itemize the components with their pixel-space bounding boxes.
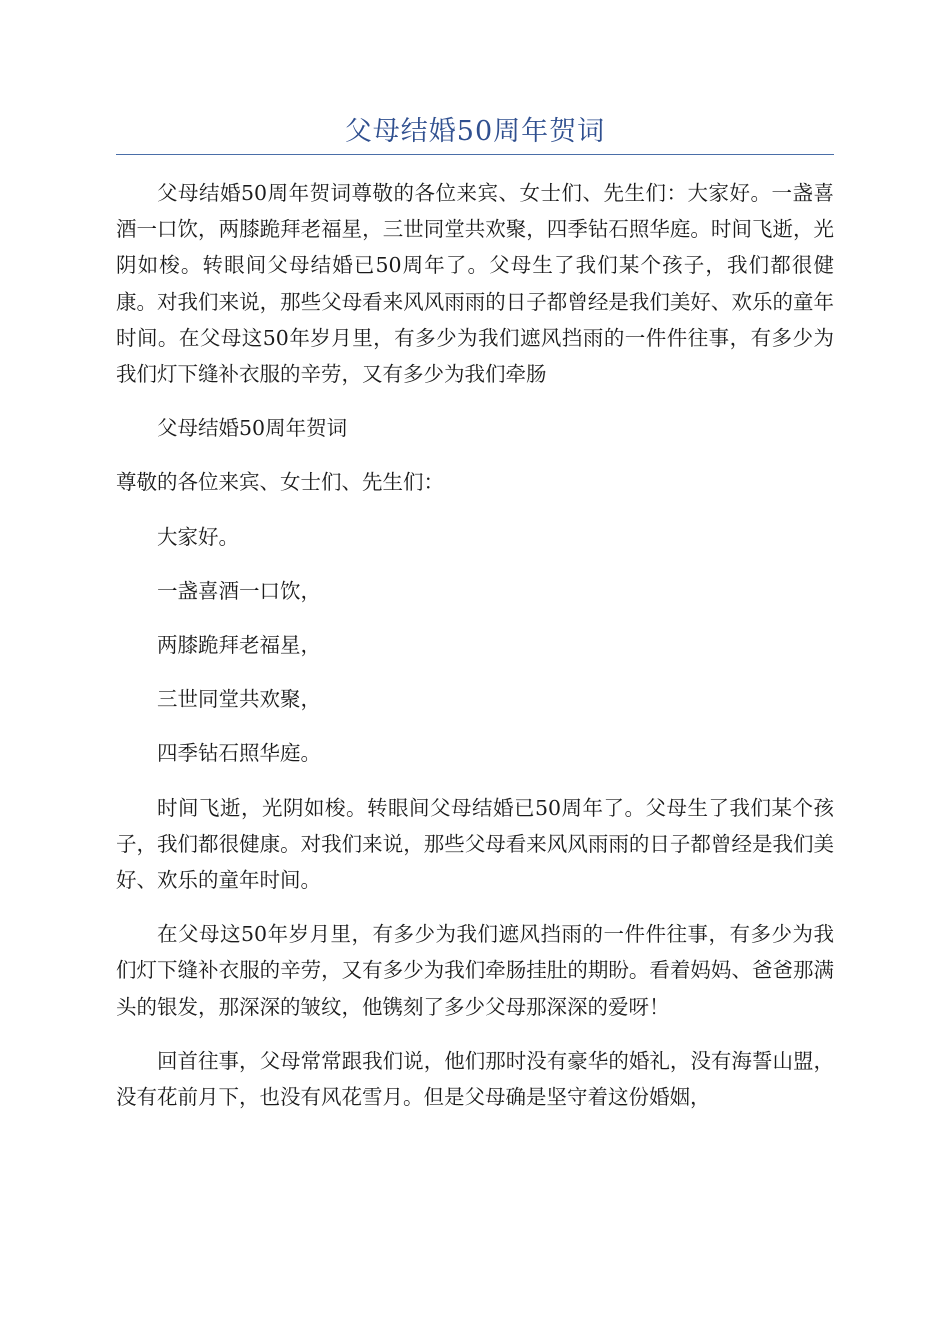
document-title: 父母结婚50周年贺词: [344, 116, 606, 147]
paragraph-verse-1: 一盏喜酒一口饮，: [157, 578, 321, 603]
paragraph-summary: 父母结婚50周年贺词尊敬的各位来宾、女士们、先生们：大家好。一盏喜酒一口饮，两膝跪拜老福星，三世同堂共欢聚，四季钻石照华庭。时间飞逝，光阴如梭。转眼间父母结婚已50周年了。父母生了我们某个孩子，我们都很健康。对我们来说，那些父母看来风风雨雨的日子都曾经是我们美好、欢乐的童年时间。在父母这50年岁月里，有多少为我们遮风挡雨的一件件往事，有多少为我们灯下缝补衣服的辛劳，又有多少为我们牵肠: [116, 181, 834, 387]
title-underline: [116, 154, 834, 155]
paragraph-verse-3: 三世同堂共欢聚，: [157, 687, 321, 712]
paragraph-verse-4: 四季钻石照华庭。: [157, 741, 321, 766]
paragraph-body-1: 时间飞逝，光阴如梭。转眼间父母结婚已50周年了。父母生了我们某个孩子，我们都很健康。对我们来说，那些父母看来风风雨雨的日子都曾经是我们美好、欢乐的童年时间。: [116, 795, 834, 893]
paragraph-greeting: 大家好。: [157, 524, 239, 549]
paragraph-body-3: 回首往事，父母常常跟我们说，他们那时没有豪华的婚礼，没有海誓山盟，没有花前月下，也没有风花雪月。但是父母确是坚守着这份婚姻，: [116, 1048, 834, 1110]
paragraph-salutation: 尊敬的各位来宾、女士们、先生们：: [116, 470, 444, 495]
paragraph-verse-2: 两膝跪拜老福星，: [157, 633, 321, 658]
document-body: [116, 175, 834, 1133]
paragraph-heading: 父母结婚50周年贺词: [157, 416, 348, 441]
paragraph-body-2: 在父母这50年岁月里，有多少为我们遮风挡雨的一件件往事，有多少为我们灯下缝补衣服的辛劳，又有多少为我们牵肠挂肚的期盼。看着妈妈、爸爸那满头的银发，那深深的皱纹，他镌刻了多少父母那深深的爱呀！: [116, 922, 834, 1019]
